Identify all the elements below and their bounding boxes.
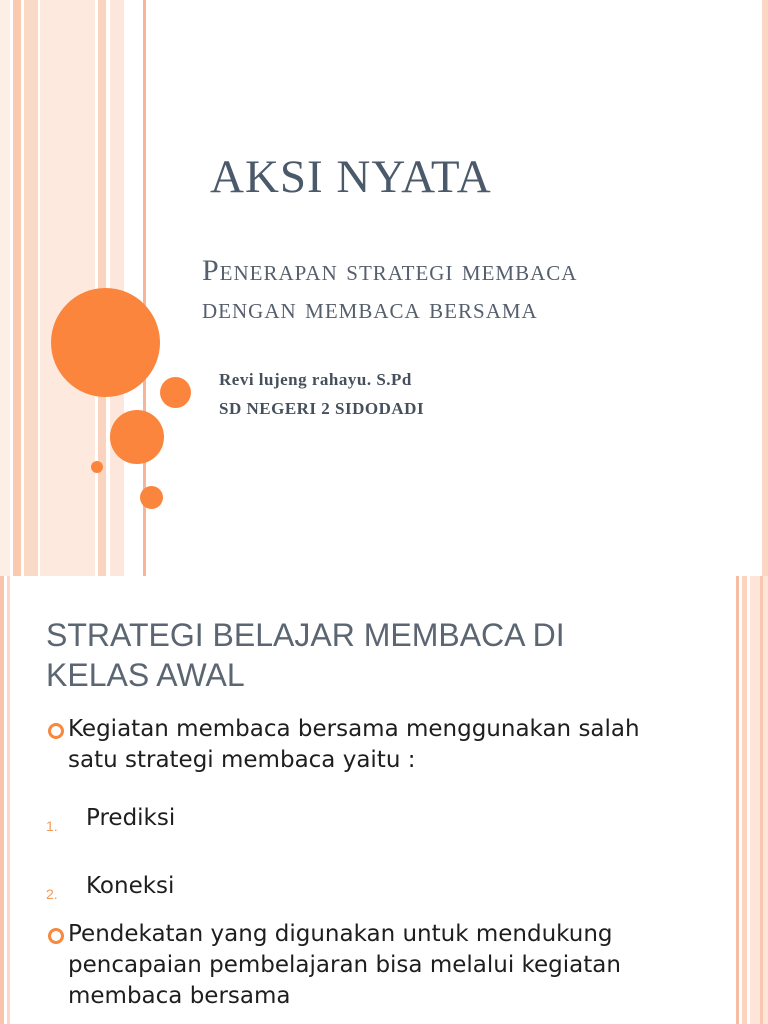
decorative-stripe (7, 576, 10, 1024)
decorative-circle (110, 410, 164, 464)
decorative-circle-small (91, 461, 103, 473)
decorative-stripe (750, 576, 768, 1024)
circle-bullet-icon (48, 928, 64, 944)
decorative-circle (140, 486, 163, 509)
decorative-circle (160, 377, 191, 408)
item-number: 1. (46, 818, 58, 834)
bullet-line: membaca bersama (68, 983, 291, 1009)
decorative-circle-large (51, 288, 160, 397)
school-name: SD NEGERI 2 SIDODADI (219, 399, 425, 418)
bullet-item (48, 919, 688, 1012)
decorative-stripe (762, 0, 768, 576)
title-line: KELAS AWAL (46, 657, 245, 693)
item-number: 2. (46, 886, 58, 902)
bullet-item (48, 714, 688, 776)
bullet-line: Pendekatan yang digunakan untuk mendukung (68, 921, 613, 947)
author-block (219, 365, 424, 423)
subtitle-line: Penerapan strategi membaca (202, 254, 578, 287)
item-text: Koneksi (86, 873, 175, 899)
bullet-line: satu strategi membaca yaitu : (68, 747, 416, 773)
item-text: Prediksi (86, 805, 176, 831)
decorative-stripe (742, 576, 747, 1024)
decorative-stripe (0, 0, 10, 576)
author-name: Revi lujeng rahayu. S.Pd (219, 370, 412, 389)
subtitle-line: dengan membaca bersama (202, 292, 538, 325)
decorative-stripe (13, 0, 21, 576)
decorative-stripe (760, 576, 763, 1024)
slide-subtitle (202, 252, 742, 328)
bullet-line: Kegiatan membaca bersama menggunakan salah (68, 716, 640, 742)
decorative-stripe (40, 0, 95, 576)
slide-title-heading: AKSI NYATA (210, 151, 492, 203)
bullet-line: pencapaian pembelajaran bisa melalui kegiatan (68, 952, 621, 978)
content-slide-title (46, 615, 726, 695)
decorative-stripe (0, 576, 4, 1024)
title-line: STRATEGI BELAJAR MEMBACA DI (46, 617, 565, 653)
decorative-stripe (24, 0, 38, 576)
circle-bullet-icon (48, 723, 64, 739)
decorative-stripe (736, 576, 739, 1024)
